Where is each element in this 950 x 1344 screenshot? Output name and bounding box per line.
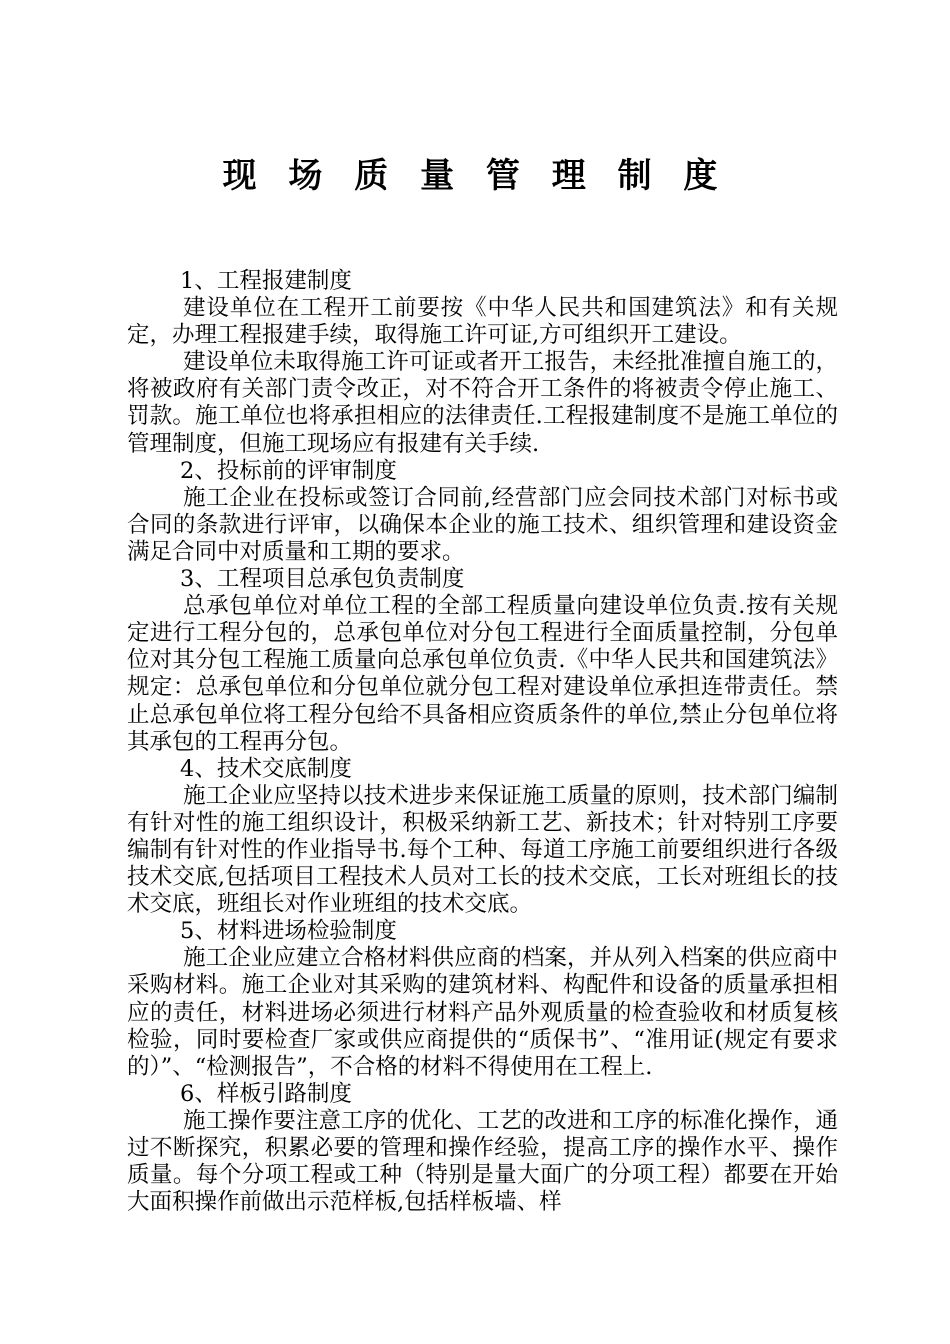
section-heading: 4、技术交底制度 [180,755,352,782]
paragraph: 建设单位在工程开工前要按《中华人民共和国建筑法》和有关规定，办理工程报建手续，取得施工许可证,方可组织开工建设。 [127,295,838,349]
section-3 [127,566,838,756]
document-title: 现 场 质 量 管 理 制 度 [222,156,728,196]
section-heading: 6、样板引路制度 [180,1080,352,1107]
paragraph: 施工企业应建立合格材料供应商的档案，并从列入档案的供应商中采购材料。施工企业对其采购的建筑材料、构配件和设备的质量承担相应的责任，材料进场必须进行材料产品外观质量的检查验收和材质复核检验，同时要检查厂家或供应商提供的“质保书”、“准用证(规定有要求的）”、“检测报告”，不合格的材料不得使用在工程上. [127,945,838,1080]
section-heading: 1、工程报建制度 [180,268,352,294]
section-heading: 5、材料进场检验制度 [180,918,397,945]
section-2 [127,458,838,566]
section-6 [127,1081,838,1216]
document-body [127,268,838,1216]
section-5 [127,918,838,1081]
paragraph: 施工企业应坚持以技术进步来保证施工质量的原则，技术部门编制有针对性的施工组织设计，积极采纳新工艺、新技术；针对特别工序要编制有针对性的作业指导书.每个工种、每道工序施工前要组织进行各级技术交底,包括项目工程技术人员对工长的技术交底，工长对班组长的技术交底，班组长对作业班组的技术交底。 [127,782,838,918]
paragraph: 总承包单位对单位工程的全部工程质量向建设单位负责.按有关规定进行工程分包的，总承包单位对分包工程进行全面质量控制，分包单位对其分包工程施工质量向总承包单位负责.《中华人民共和国建筑法》规定：总承包单位和分包单位就分包工程对建设单位承担连带责任。禁止总承包单位将工程分包给不具备相应资质条件的单位,禁止分包单位将其承包的工程再分包。 [127,593,838,755]
section-1 [127,268,838,458]
section-heading: 2、投标前的评审制度 [180,457,397,484]
section-heading: 3、工程项目总承包负责制度 [180,566,465,593]
paragraph: 建设单位未取得施工许可证或者开工报告，未经批准擅自施工的，将被政府有关部门责令改正，对不符合开工条件的将被责令停止施工、罚款。施工单位也将承担相应的法律责任.工程报建制度不是施工单位的管理制度，但施工现场应有报建有关手续. [127,349,838,457]
paragraph: 施工操作要注意工序的优化、工艺的改进和工序的标准化操作，通过不断探究，积累必要的管理和操作经验，提高工序的操作水平、操作质量。每个分项工程或工种（特别是量大面广的分项工程）都要在开始大面积操作前做出示范样板,包括样板墙、样 [127,1107,838,1216]
section-4 [127,756,838,919]
paragraph: 施工企业在投标或签订合同前,经营部门应会同技术部门对标书或合同的条款进行评审，以确保本企业的施工技术、组织管理和建设资金满足合同中对质量和工期的要求。 [127,484,838,565]
